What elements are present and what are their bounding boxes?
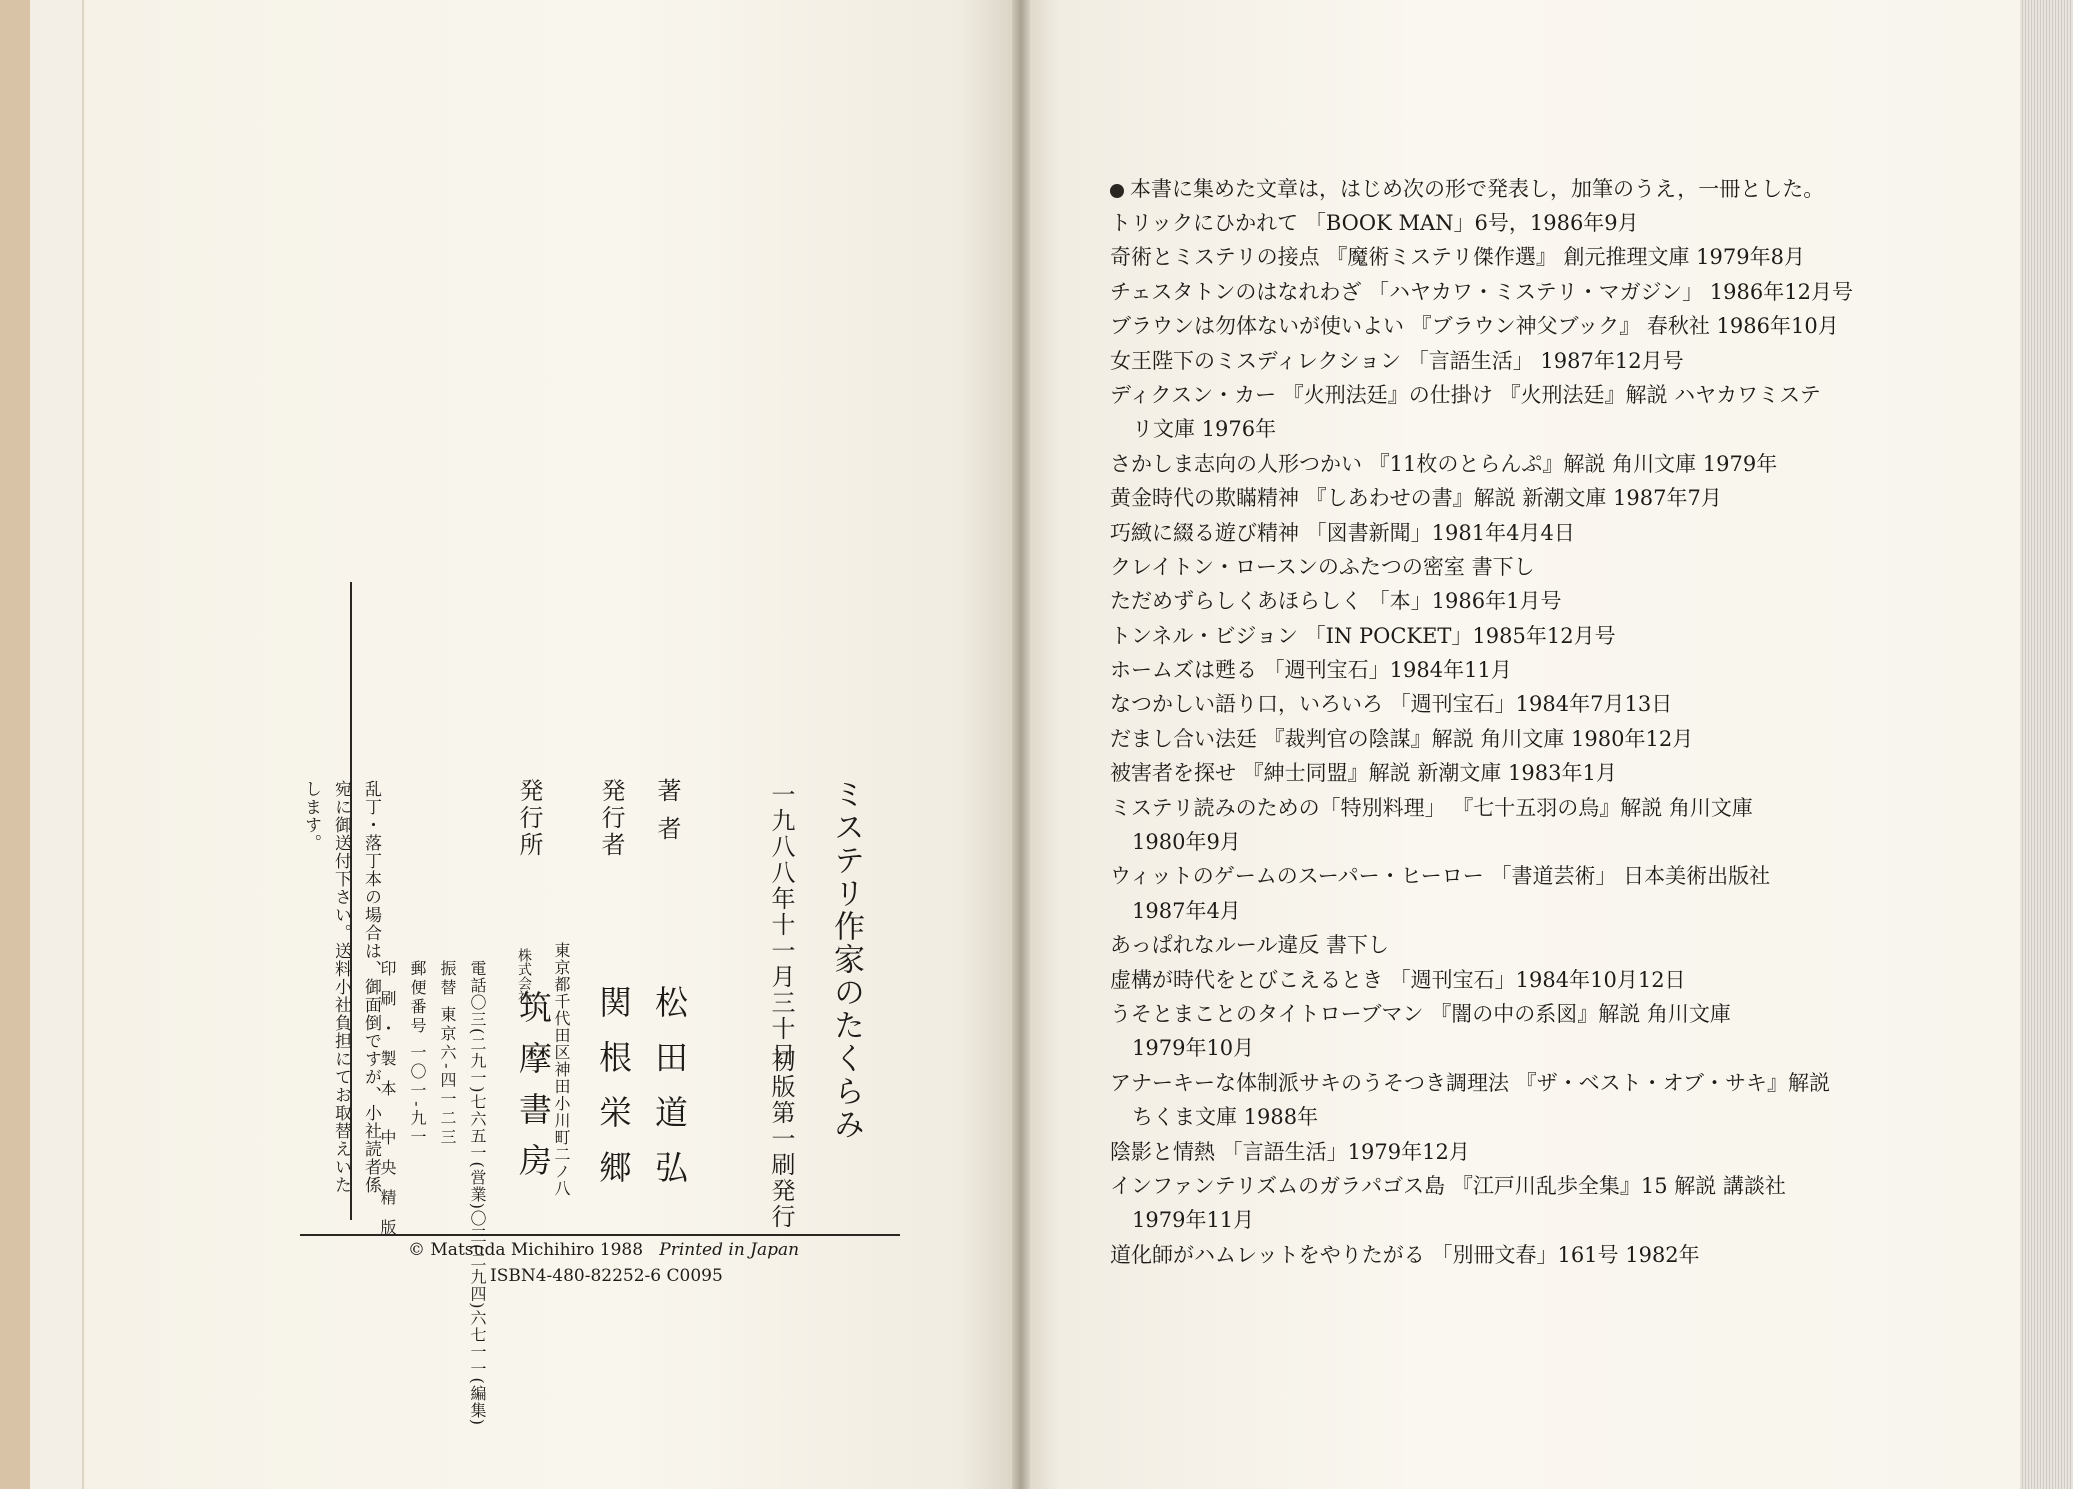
colophon-publisher-name: 筑摩書房 [514, 990, 553, 1194]
source-line: ディクスン・カー 『火刑法廷』の仕掛け 『火刑法廷』解説 ハヤカワミステ [1110, 382, 1821, 407]
source-line: ただめずらしくあほらしく 「本」1986年1月号 [1110, 589, 1562, 614]
colophon-printing: 印刷・製本 中央精版 [378, 960, 397, 1250]
colophon-author-name: 松田道弘 [650, 985, 689, 1205]
source-line: ホームズは甦る 「週刊宝石」1984年11月 [1110, 658, 1512, 683]
colophon-notice: 乱丁・落丁本の場合は、御面倒ですが、小社読者係宛に御送付下さい。送料小社負担にてお取替えいたします。 [301, 780, 381, 1194]
book-gutter [1012, 0, 1030, 1489]
colophon-phone: 電話〇三(二九一)七六五一(営業)〇三(二九四)六七一一(編集) [468, 960, 487, 1426]
sources-list [1110, 172, 1910, 1272]
colophon-kaisha-tag: 株式会社 [516, 948, 532, 1004]
colophon-book-title: ミステリ作家のたくらみ [828, 778, 864, 1141]
source-line: うそとまことのタイトローブマン 『闇の中の系図』解説 角川文庫 [1110, 1001, 1731, 1026]
sources-intro-text: 本書に集めた文章は，はじめ次の形で発表し，加筆のうえ，一冊とした。 [1130, 177, 1825, 201]
printed-in-japan: Printed in Japan [659, 1240, 800, 1260]
colophon-publication-date: 一九八八年十一月三十日 [767, 782, 795, 1068]
copyright-text: © Matsuda Michihiro 1988 [408, 1240, 644, 1260]
colophon-publisher-person-label: 発行者 [597, 778, 625, 859]
left-page-edge [30, 0, 84, 1489]
colophon-publisher-label: 発行所 [515, 778, 543, 859]
source-line-continuation: 1979年11月 [1132, 1208, 1255, 1233]
colophon-postal-code: 郵便番号 一〇一-九一 [408, 960, 427, 1148]
source-line-continuation: 1980年9月 [1132, 830, 1241, 855]
page-stack-edge [2020, 0, 2073, 1489]
colophon-edition: 初版第一刷発行 [767, 1048, 795, 1230]
source-line: アナーキーな体制派サキのうそつき調理法 『ザ・ベスト・オブ・サキ』解説 [1110, 1070, 1831, 1095]
source-line: トリックにひかれて 「BOOK MAN」6号，1986年9月 [1110, 211, 1639, 235]
source-line: だまし合い法廷 『裁判官の陰謀』解説 角川文庫 1980年12月 [1110, 726, 1694, 751]
isbn: ISBN4-480-82252-6 C0095 [490, 1266, 723, 1286]
source-line: クレイトン・ロースンのふたつの密室 書下し [1110, 554, 1535, 579]
source-line-continuation: リ文庫 1976年 [1132, 417, 1277, 442]
copyright-line [408, 1240, 799, 1260]
colophon-publisher-person-name: 関根栄郷 [594, 985, 633, 1205]
source-line: 陰影と情熱 「言語生活」1979年12月 [1110, 1139, 1470, 1164]
source-lines [1110, 206, 1910, 1272]
source-line-continuation: 1987年4月 [1132, 898, 1241, 923]
source-line: さかしま志向の人形つかい 『11枚のとらんぷ』解説 角川文庫 1979年 [1110, 451, 1778, 476]
source-line: 黄金時代の欺瞞精神 『しあわせの書』解説 新潮文庫 1987年7月 [1110, 486, 1722, 511]
source-line: 被害者を探せ 『紳士同盟』解説 新潮文庫 1983年1月 [1110, 761, 1617, 786]
source-line: ブラウンは勿体ないが使いよい 『ブラウン神父ブック』 春秋社 1986年10月 [1110, 314, 1839, 339]
source-line: インファンテリズムのガラパゴス島 『江戸川乱歩全集』15 解説 講談社 [1110, 1173, 1786, 1198]
source-line: 虚構が時代をとびこえるとき 「週刊宝石」1984年10月12日 [1110, 967, 1686, 992]
source-line: なつかしい語り口，いろいろ 「週刊宝石」1984年7月13日 [1110, 692, 1673, 717]
source-line-continuation: 1979年10月 [1132, 1036, 1255, 1061]
source-line: 巧緻に綴る遊び精神 「図書新聞」1981年4月4日 [1110, 520, 1575, 545]
colophon-author-label: 著者 [653, 778, 681, 854]
colophon-publisher-address: 東京都千代田区神田小川町二ノ八 [552, 942, 571, 1197]
source-line: トンネル・ビジョン 「IN POCKET」1985年12月号 [1110, 623, 1616, 648]
source-line: あっぱれなルール違反 書下し [1110, 933, 1390, 958]
source-line: 女王陛下のミスディレクション 「言語生活」 1987年12月号 [1110, 348, 1684, 373]
bullet-icon [1110, 184, 1124, 198]
source-line: 道化師がハムレットをやりたがる 「別冊文春」161号 1982年 [1110, 1242, 1700, 1267]
source-line: チェスタトンのはなれわざ 「ハヤカワ・ミステリ・マガジン」 1986年12月号 [1110, 279, 1853, 304]
source-line-continuation: ちくま文庫 1988年 [1132, 1105, 1319, 1130]
source-line: ウィットのゲームのスーパー・ヒーロー 「書道芸術」 日本美術出版社 [1110, 864, 1771, 889]
colophon-transfer-account: 振替 東京六-四一二三 [438, 960, 457, 1148]
source-line: 奇術とミステリの接点 『魔術ミステリ傑作選』 創元推理文庫 1979年8月 [1110, 245, 1805, 270]
sources-intro [1110, 172, 1910, 206]
source-line: ミステリ読みのための「特別料理」 『七十五羽の烏』解説 角川文庫 [1110, 795, 1753, 820]
